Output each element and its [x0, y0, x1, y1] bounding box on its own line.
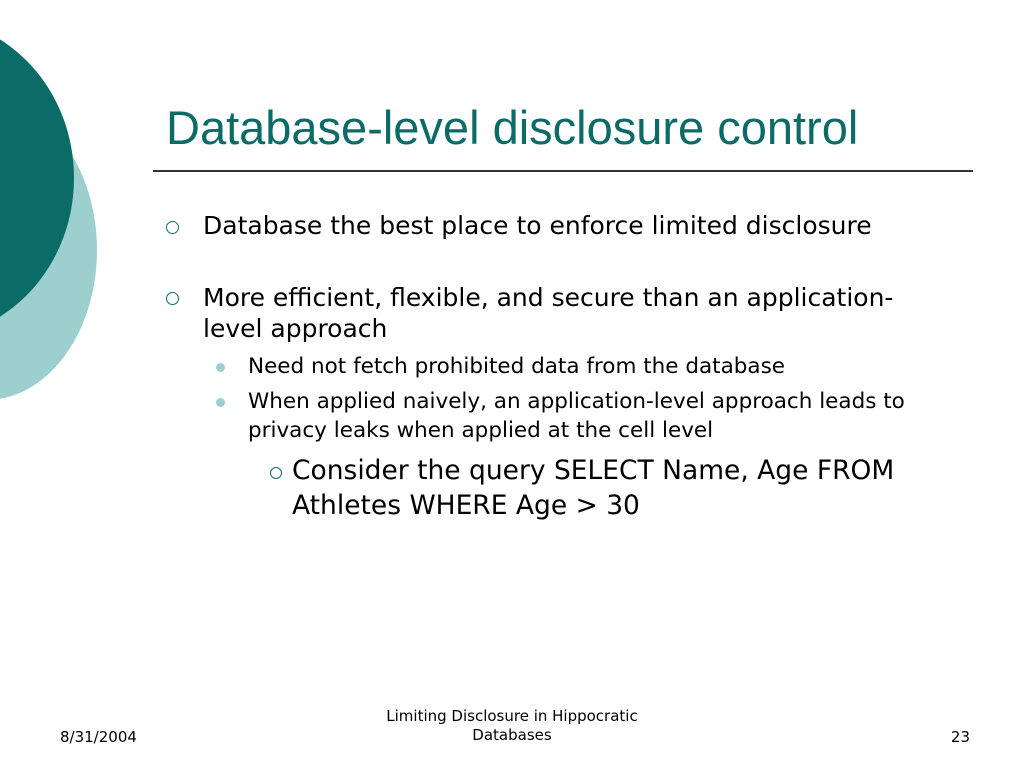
bullet-text: More efficient, flexible, and secure than an application-level approach [203, 283, 894, 343]
sub-sub-bullet-text: Consider the query SELECT Name, Age FROM Athletes WHERE Age > 30 [292, 455, 895, 521]
bullet-text: Database the best place to enforce limited disclosure [203, 211, 872, 240]
hollow-circle-icon [270, 467, 282, 479]
sub-bullet-text: Need not fetch prohibited data from the database [248, 354, 786, 379]
hollow-circle-icon [166, 292, 179, 305]
slide-number: 23 [950, 728, 970, 746]
filled-circle-icon [216, 363, 225, 372]
footer-title: Limiting Disclosure in Hippocratic Databases [386, 707, 638, 744]
filled-circle-icon [216, 398, 225, 407]
sub-bullet-text: When applied naively, an application-level approach leads to privacy leaks when applied at the cell level [248, 389, 905, 443]
slide-title: Database-level disclosure control [166, 101, 859, 154]
hollow-circle-icon [166, 221, 179, 234]
footer-date: 8/31/2004 [60, 728, 137, 746]
